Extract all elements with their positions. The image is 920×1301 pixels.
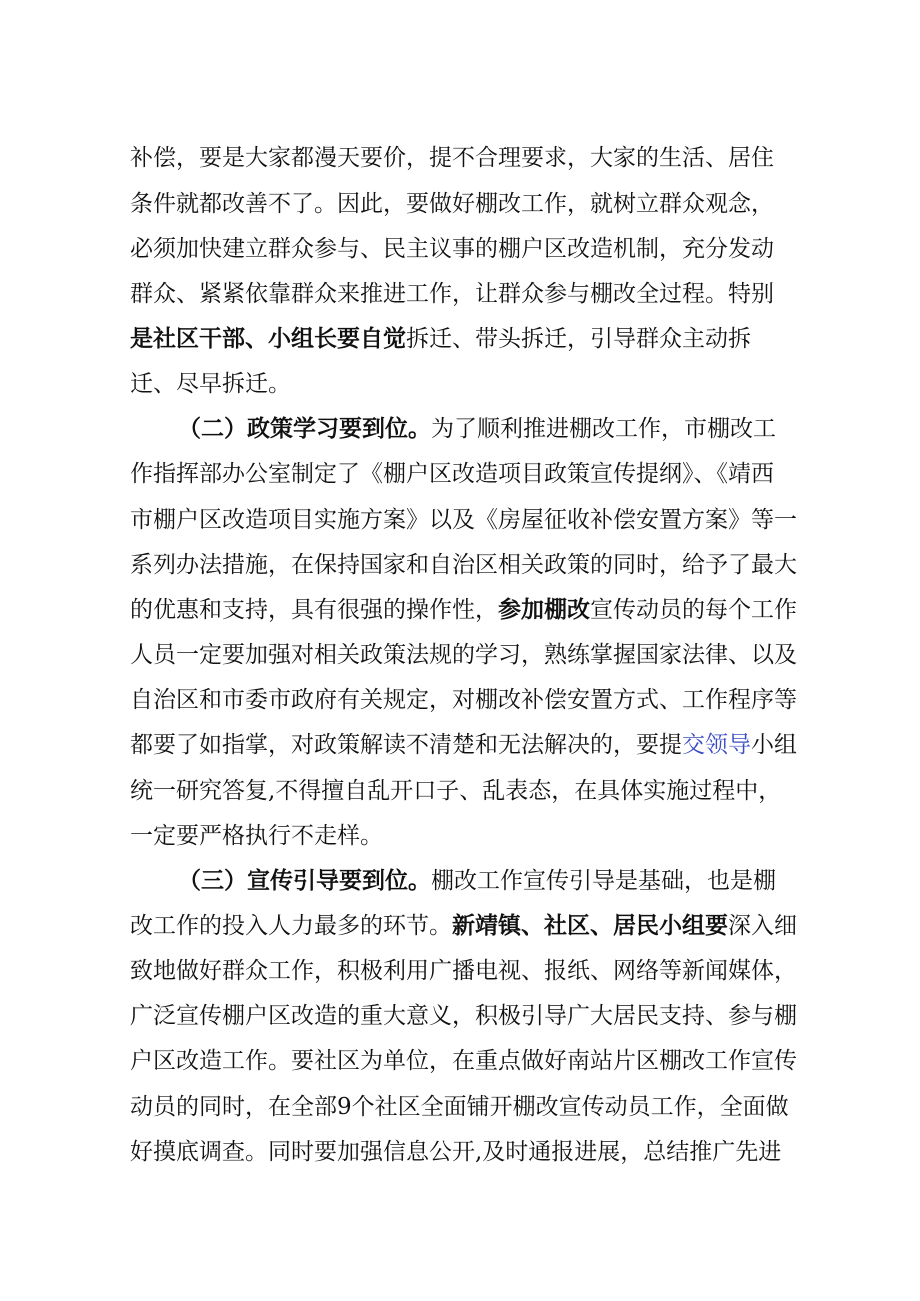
text-run: 致地做好群众工作，积极利用广播电视、报纸、网络等新闻媒体，: [130, 958, 797, 984]
section-heading-line: [178, 414, 776, 444]
text-run: 拆迁、带头拆迁，引导群众主动拆: [406, 326, 751, 352]
text-line: [130, 1092, 789, 1122]
text-line: [130, 911, 797, 941]
text-run: 自治区和市委市政府有关规定，对棚改补偿安置方式、工作程序等: [130, 687, 797, 713]
text-line: [130, 279, 774, 309]
text-run: 宣传动员的每个工作: [590, 597, 797, 623]
section-heading: （二）政策学习要到位。: [178, 416, 431, 442]
text-run: 一定要严格执行不走样。: [130, 823, 383, 849]
text-line: [130, 776, 781, 806]
text-run: 系列办法措施，在保持国家和自治区相关政策的同时，给予了最大: [130, 552, 797, 578]
text-line: [130, 821, 383, 851]
text-run: 为了顺利推进棚改工作，市棚改工: [431, 416, 776, 442]
text-run: 深入细: [728, 913, 797, 939]
text-line: [130, 595, 797, 625]
section-heading: （三）宣传引导要到位。: [178, 868, 431, 894]
text-run: 棚改工作宣传引导是基础，也是棚: [431, 868, 776, 894]
text-line: [130, 459, 774, 489]
text-run: 作指挥部办公室制定了《棚户区改造项目政策宣传提纲》、《靖西: [130, 461, 774, 487]
text-line: [130, 1001, 797, 1031]
text-line: [130, 1137, 781, 1167]
text-run: 改工作的投入人力最多的环节。: [130, 913, 452, 939]
text-run: 好摸底调查。同时要加强信息公开,及时通报进展，总结推广先进: [130, 1139, 782, 1165]
bold-text-run: 新靖镇、社区、居民小组要: [452, 913, 728, 939]
text-run: 小组: [751, 732, 797, 758]
text-run: 都要了如指掌，对政策解读不清楚和无法解决的，要提: [130, 732, 682, 758]
text-line: [130, 369, 291, 399]
bold-text-run: 参加棚改: [498, 597, 590, 623]
text-line: [130, 550, 797, 580]
text-run: 的优惠和支持，具有很强的操作性，: [130, 597, 498, 623]
text-line: [130, 234, 774, 264]
text-run: 条件就都改善不了。因此，要做好棚改工作，就树立群众观念，: [130, 191, 774, 217]
text-line: [130, 956, 797, 986]
text-run: 迁、尽早拆迁。: [130, 371, 291, 397]
text-line: [130, 324, 751, 354]
text-run: 市棚户区改造项目实施方案》以及《房屋征收补偿安置方案》等一: [130, 507, 797, 533]
text-run: 群众、紧紧依靠群众来推进工作，让群众参与棚改全过程。特别: [130, 281, 774, 307]
text-line: [130, 189, 774, 219]
text-run: 户区改造工作。要社区为单位，在重点做好南站片区棚改工作宣传: [130, 1048, 797, 1074]
highlighted-text-run: 交领导: [682, 732, 751, 758]
text-line: [130, 505, 797, 535]
text-run: 补偿，要是大家都漫天要价，提不合理要求，大家的生活、居住: [130, 145, 774, 171]
text-run: 统一研究答复,不得擅自乱开口子、乱表态，在具体实施过程中，: [130, 778, 782, 804]
text-line: [130, 730, 797, 760]
text-line: [130, 1046, 797, 1076]
text-line: [130, 685, 797, 715]
bold-text-run: 是社区干部、小组长要自觉: [130, 326, 406, 352]
section-heading-line: [178, 866, 776, 896]
text-run: 必须加快建立群众参与、民主议事的棚户区改造机制，充分发动: [130, 236, 774, 262]
text-run: 动员的同时，在全部9个社区全面铺开棚改宣传动员工作，全面做: [130, 1094, 789, 1120]
text-run: 广泛宣传棚户区改造的重大意义，积极引导广大居民支持、参与棚: [130, 1003, 797, 1029]
text-line: [130, 143, 774, 173]
text-line: [130, 640, 797, 670]
text-run: 人员一定要加强对相关政策法规的学习，熟练掌握国家法律、以及: [130, 642, 797, 668]
